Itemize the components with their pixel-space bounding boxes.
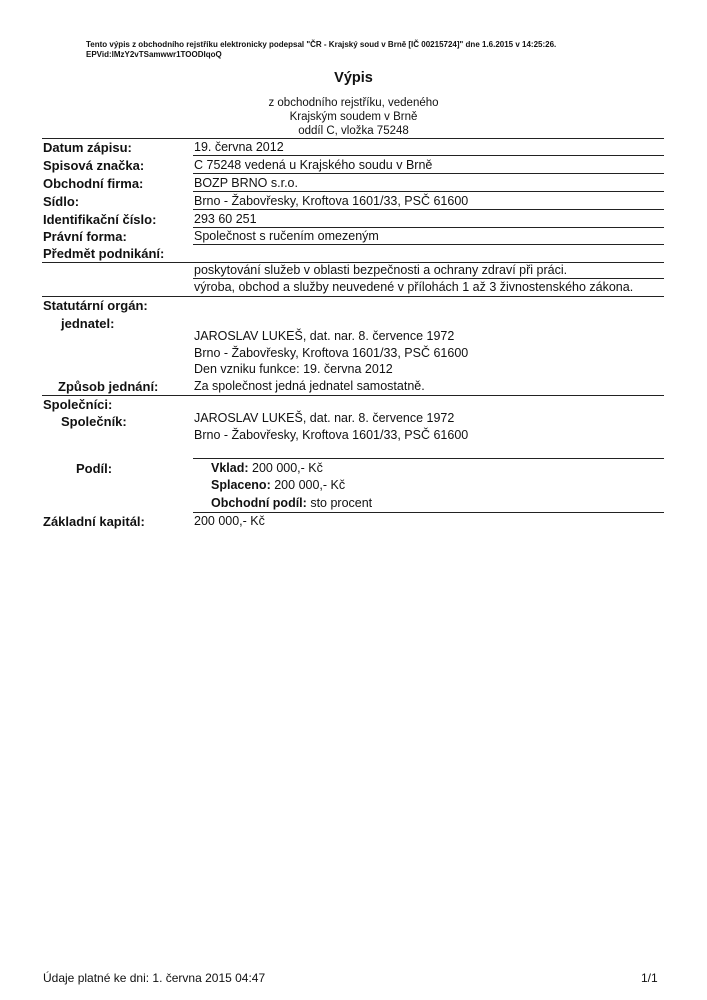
vklad-label: Vklad:: [211, 461, 249, 475]
ico-value: 293 60 251: [194, 212, 257, 226]
jednatel-line: Brno - Žabovřesky, Kroftova 1601/33, PSČ 61600: [194, 346, 469, 360]
jednatel-line: Den vzniku funkce: 19. června 2012: [194, 362, 393, 376]
signature-line-2: EPVid:lMzY2vTSamwwr1TOODIqoQ: [86, 50, 222, 59]
spisova-znacka-label: Spisová značka:: [43, 158, 145, 173]
divider: [193, 173, 664, 174]
predmet-podnikani-label: Předmět podnikání:: [43, 246, 165, 261]
obchodni-podil-row: [211, 496, 372, 510]
zpusob-jednani-label: Způsob jednání:: [58, 379, 159, 394]
subtitle-line-2: Krajským soudem v Brně: [289, 111, 418, 123]
splaceno-row: [211, 478, 345, 492]
divider: [193, 155, 664, 156]
vklad-value: 200 000,- Kč: [252, 461, 323, 475]
divider: [42, 395, 664, 396]
page-number: 1/1: [641, 971, 658, 985]
obchodni-podil-value: sto procent: [310, 496, 373, 510]
pravni-forma-value: Společnost s ručením omezeným: [194, 229, 379, 243]
sidlo-value: Brno - Žabovřesky, Kroftova 1601/33, PSČ 61600: [194, 194, 469, 208]
divider: [193, 244, 664, 245]
pravni-forma-label: Právní forma:: [43, 229, 127, 244]
page-title: Výpis: [334, 70, 373, 86]
spolecnik-line: JAROSLAV LUKEŠ, dat. nar. 8. července 1972: [194, 411, 455, 425]
spolecnik-line: Brno - Žabovřesky, Kroftova 1601/33, PSČ 61600: [194, 428, 469, 442]
vklad-row: [211, 461, 323, 475]
statutarni-organ-label: Statutární orgán:: [43, 298, 148, 313]
divider: [193, 458, 664, 459]
jednatel-label: jednatel:: [61, 316, 115, 331]
predmet-item: výroba, obchod a služby neuvedené v přílohách 1 až 3 živnostenského zákona.: [194, 280, 634, 294]
divider: [42, 138, 664, 139]
divider: [42, 296, 664, 297]
jednatel-line: JAROSLAV LUKEŠ, dat. nar. 8. července 1972: [194, 329, 455, 343]
obchodni-firma-value: BOZP BRNO s.r.o.: [194, 176, 298, 190]
divider: [193, 209, 664, 210]
subtitle: [0, 96, 707, 138]
zakladni-kapital-value: 200 000,- Kč: [194, 514, 265, 528]
obchodni-podil-label: Obchodní podíl:: [211, 496, 307, 510]
splaceno-value: 200 000,- Kč: [274, 478, 346, 492]
obchodni-firma-label: Obchodní firma:: [43, 176, 144, 191]
subtitle-line-3: oddíl C, vložka 75248: [298, 125, 409, 137]
splaceno-label: Splaceno:: [211, 478, 271, 492]
sidlo-label: Sídlo:: [43, 194, 80, 209]
subtitle-line-1: z obchodního rejstříku, vedeného: [268, 97, 439, 109]
signature-line-1: Tento výpis z obchodního rejstříku elektronicky podepsal "ČR - Krajský soud v Brně [IČ 00215724]" dne 1.6.2015 v 14:25:26.: [86, 40, 557, 49]
spolecnik-label: Společník:: [61, 414, 127, 429]
divider: [193, 191, 664, 192]
spolecnici-label: Společníci:: [43, 397, 113, 412]
datum-zapisu-label: Datum zápisu:: [43, 140, 132, 155]
signature-block: [86, 40, 556, 60]
podil-label: Podíl:: [76, 461, 113, 476]
divider: [193, 278, 664, 279]
datum-zapisu-value: 19. června 2012: [194, 140, 284, 154]
ico-label: Identifikační číslo:: [43, 212, 157, 227]
divider: [193, 227, 664, 228]
divider: [193, 512, 664, 513]
spisova-znacka-value: C 75248 vedená u Krajského soudu v Brně: [194, 158, 433, 172]
footer-valid-date: Údaje platné ke dni: 1. června 2015 04:47: [43, 971, 266, 985]
zakladni-kapital-label: Základní kapitál:: [43, 514, 145, 529]
zpusob-jednani-value: Za společnost jedná jednatel samostatně.: [194, 379, 425, 393]
predmet-item: poskytování služeb v oblasti bezpečnosti a ochrany zdraví při práci.: [194, 263, 568, 277]
